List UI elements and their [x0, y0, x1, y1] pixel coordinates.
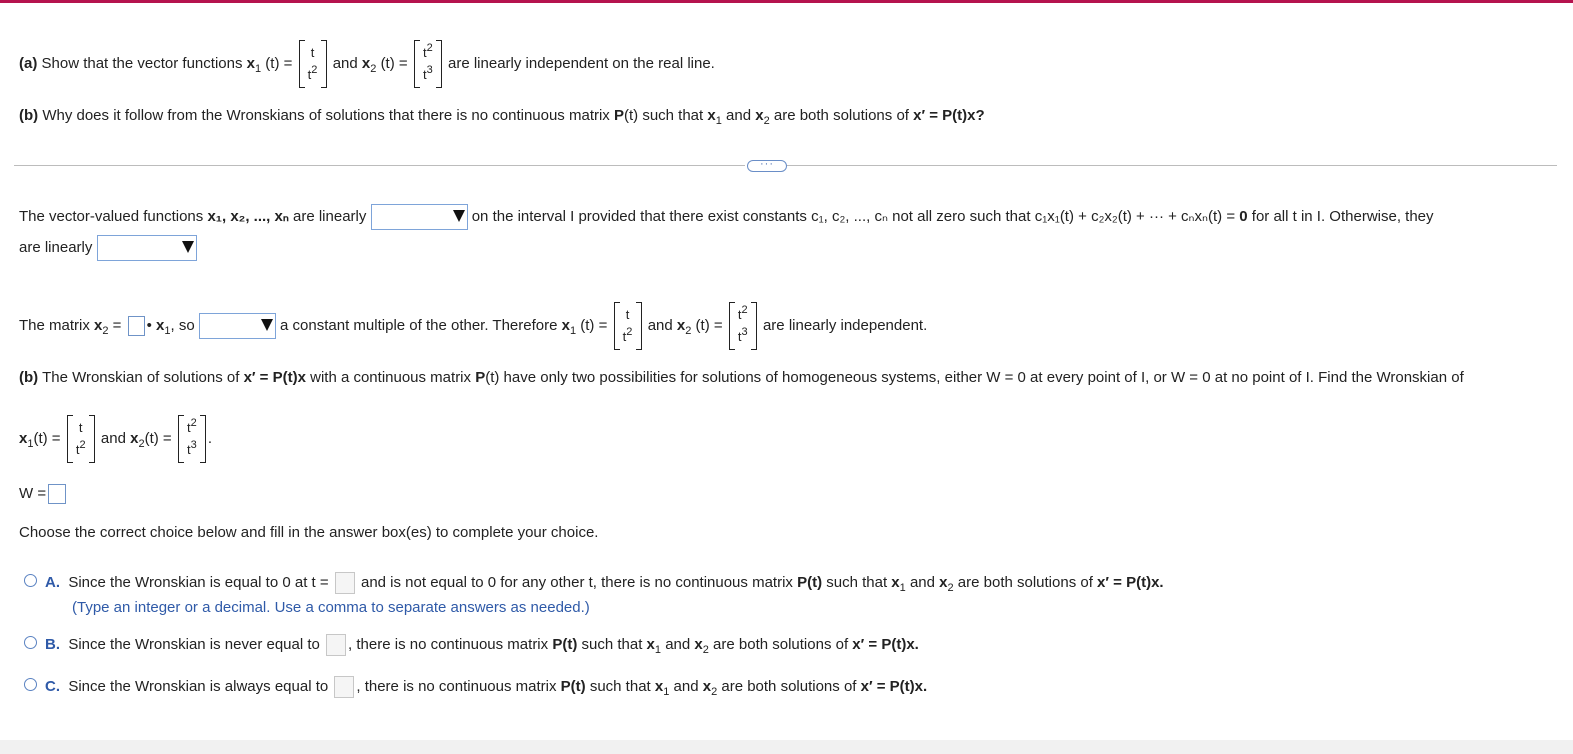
wronskian-row: W =: [19, 484, 68, 504]
matrix-x2: $t^2$ $t^3$: [414, 40, 442, 88]
answer-paragraph-3: (b) The Wronskian of solutions of x′ = P(t)x with a continuous matrix P(t) have only two possibilities for solutions of homogeneous systems, either W = 0 at every point of I, or W = 0 at no point of I. Find the Wronskian of: [19, 369, 1464, 386]
expand-dots-button[interactable]: ···: [747, 160, 787, 172]
chevron-down-icon: [182, 241, 194, 253]
multiple-input[interactable]: [128, 316, 145, 336]
choice-b-radio[interactable]: [24, 636, 37, 649]
choice-c[interactable]: C. Since the Wronskian is always equal to , there is no continuous matrix P(t) such that $x_1$ and $x_2$ are both solutions of x′ = P(t)x.: [45, 677, 928, 698]
question-part-b: (b) Why does it follow from the Wronskians of solutions that there is no continuous matrix P(t) such that $x_1$ and $x_2$ are both solutions of x′ = P(t)x?: [19, 107, 985, 127]
answer-paragraph-3-line-2: $x_1(t)$ = t $t^2$ and $x_2(t)$ = $t^2$ $t^3$ .: [19, 415, 212, 463]
choice-b[interactable]: B. Since the Wronskian is never equal to , there is no continuous matrix P(t) such that $x_1$ and $x_2$ are both solutions of x′ = P(t)x.: [45, 635, 919, 656]
choice-a-input[interactable]: [335, 572, 355, 594]
matrix-x2-wronskian: $t^2$ $t^3$: [178, 415, 206, 463]
question-part-a: (a) Show that the vector functions $x_1$ (t) = t $t^2$ and $x_2$ (t) = $t^2$ $t^3$ are linearly independent on the real line.: [19, 40, 715, 88]
matrix-x1-answer: t $t^2$: [614, 302, 642, 350]
choice-c-input[interactable]: [334, 676, 354, 698]
matrix-x1: t $t^2$: [299, 40, 327, 88]
is-not-select[interactable]: [199, 313, 276, 339]
answer-paragraph-2: The matrix $x_2$ = • $x_1$, so a constant multiple of the other. Therefore $x_1$ (t) = t $t^2$ and $x_2$ (t) = $t^2$ $t^3$ are linearly independent.: [19, 302, 927, 350]
choice-a-hint: (Type an integer or a decimal. Use a comma to separate answers as needed.): [72, 599, 590, 616]
choice-c-radio[interactable]: [24, 678, 37, 691]
answer-paragraph-1: The vector-valued functions x₁, x₂, ..., xₙ are linearly on the interval I provided that there exist constants c₁, c₂, ..., cₙ not all zero such that c₁x₁(t) + c₂x₂(t) + ··· + cₙxₙ(t) = 0 for all t in I. Otherwise, they: [19, 204, 1434, 230]
answer-paragraph-1-line-2: are linearly: [19, 235, 197, 261]
matrix-x2-answer: $t^2$ $t^3$: [729, 302, 757, 350]
dependence-select-1[interactable]: [371, 204, 468, 230]
chevron-down-icon: [261, 319, 273, 331]
top-accent-bar: [0, 0, 1573, 3]
dependence-select-2[interactable]: [97, 235, 197, 261]
choice-a[interactable]: A. Since the Wronskian is equal to 0 at t = and is not equal to 0 for any other t, there is no continuous matrix P(t) such that $x_1$ and $x_2$ are both solutions of x′ = P(t)x.: [45, 573, 1164, 594]
separator-left: [14, 165, 745, 166]
choice-b-input[interactable]: [326, 634, 346, 656]
chevron-down-icon: [453, 210, 465, 222]
matrix-x1-wronskian: t $t^2$: [67, 415, 95, 463]
instruction-text: Choose the correct choice below and fill in the answer box(es) to complete your choice.: [19, 524, 599, 541]
separator-right: [787, 165, 1557, 166]
wronskian-input[interactable]: [48, 484, 66, 504]
bottom-band: [0, 740, 1573, 754]
choice-a-radio[interactable]: [24, 574, 37, 587]
